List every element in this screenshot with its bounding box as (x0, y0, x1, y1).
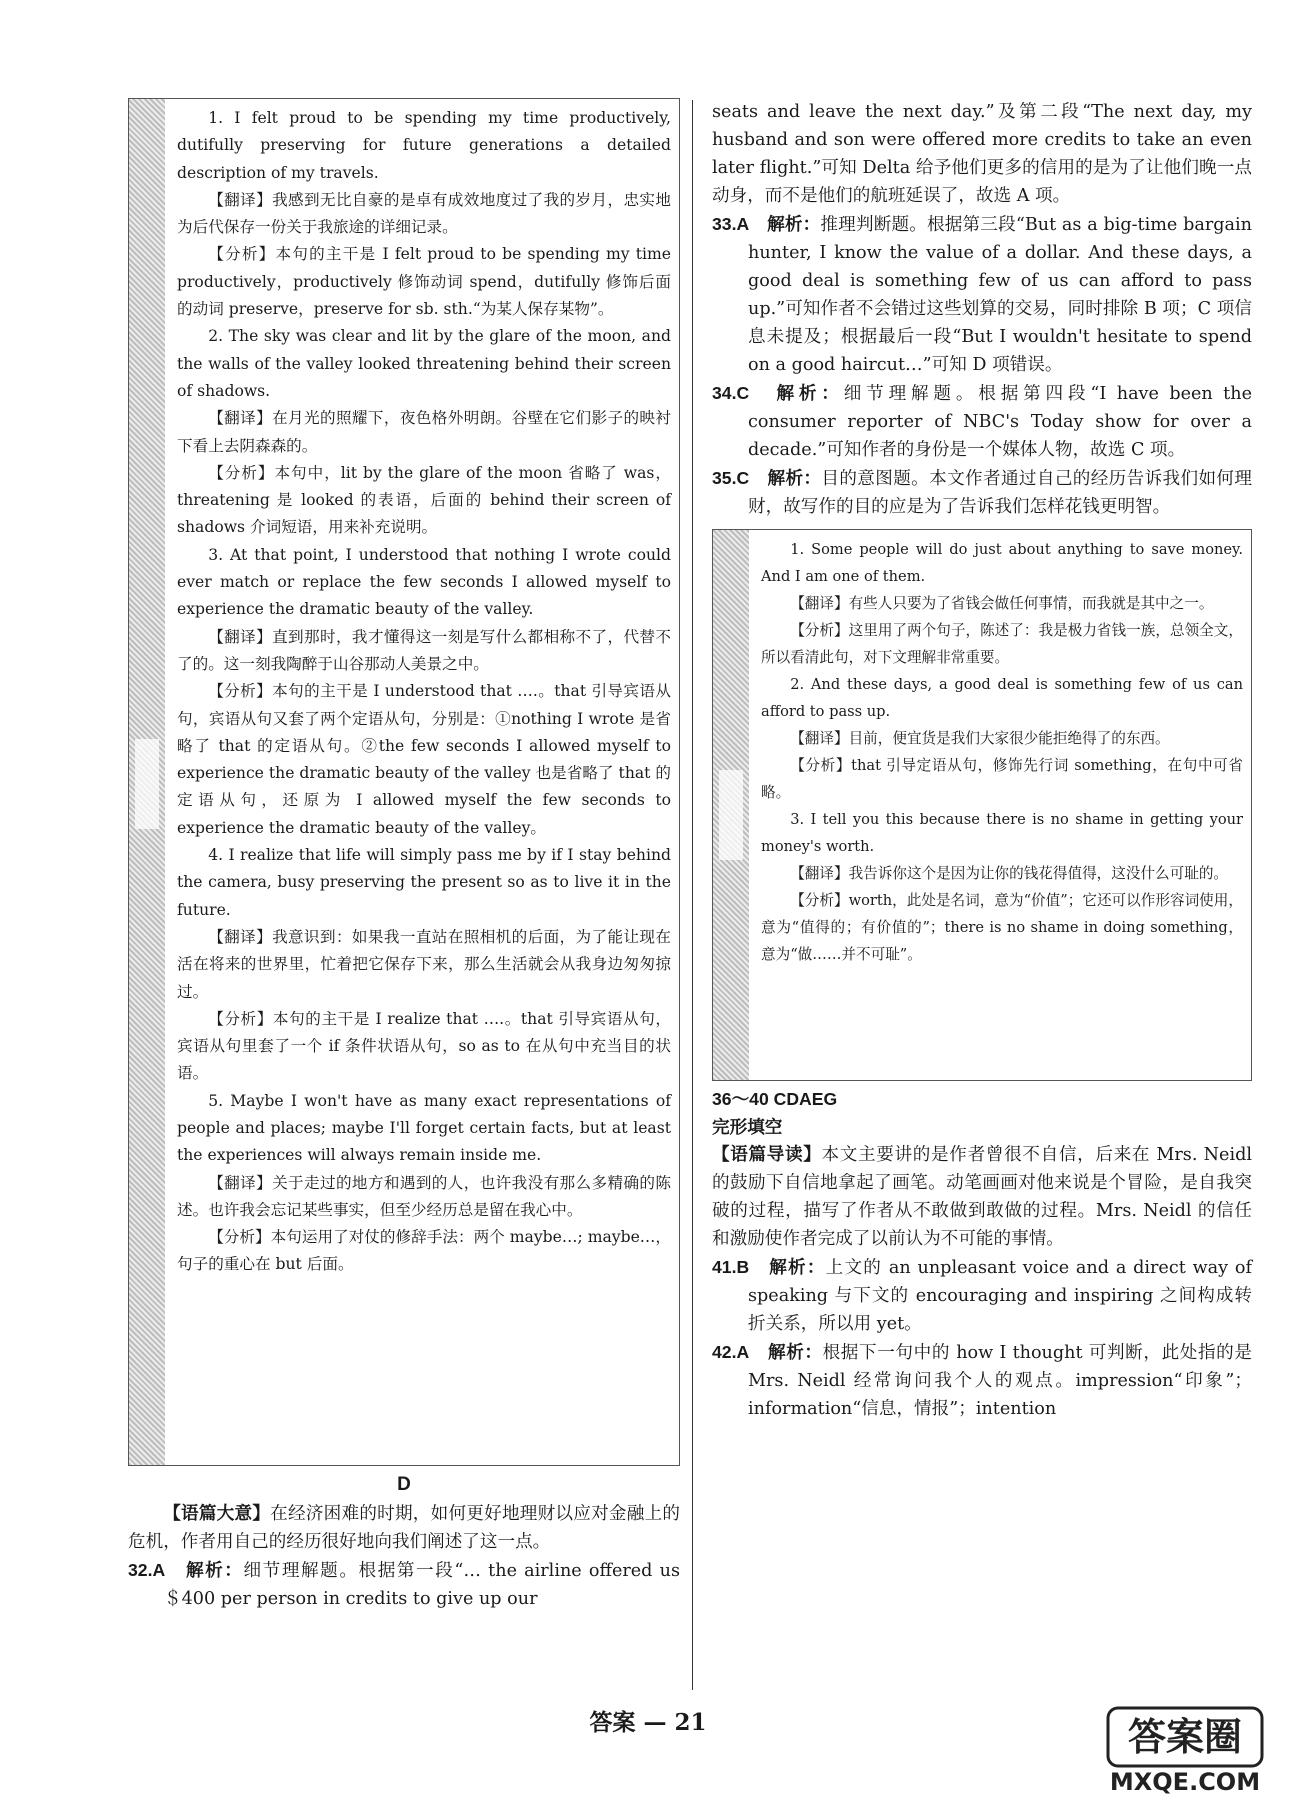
analysis-paragraph: 【翻译】有些人只要为了省钱会做任何事情，而我就是其中之一。 (790, 595, 1214, 612)
analysis-paragraph: 【翻译】我意识到：如果我一直站在照相机的后面，为了能让现在活在将来的世界里，忙着把它保存下来，那么生活就会从我身边匆匆掠过。 (177, 927, 671, 1001)
analysis-list (173, 99, 679, 1287)
sentence-analysis-box-right (712, 529, 1252, 1081)
q32-tag: 解析： (185, 1560, 244, 1581)
answers-36-40: 36～40 CDAEG (712, 1089, 838, 1109)
summary-text: 在经济困难的时期，如何更好地理财以应对金融上的危机，作者用自己的经历很好地向我们阐述了这一点。 (128, 1504, 680, 1552)
analysis-paragraph: 3. At that point, I understood that nothing I wrote could ever match or replace the few seconds I allowed myself to experience the dramatic beauty of the valley. (177, 545, 671, 619)
guide-text: 本文主要讲的是作者曾很不自信，后来在 Mrs. Neidl 的鼓励下自信地拿起了画笔。动笔画画对他来说是个冒险，是自我突破的过程，描写了作者从不敢做到敢做的过程。Mrs. Neidl 的信任和激励使作者完成了以前认为不可能的事情。 (712, 1145, 1252, 1249)
analysis-paragraph: 【分析】这里用了两个句子，陈述了：我是极力省钱一族，总领全文，所以看清此句，对下文理解非常重要。 (761, 622, 1243, 666)
box-side-stripe (713, 530, 749, 1080)
right-column (712, 98, 1252, 1423)
q42-number: 42. (712, 1342, 737, 1362)
question-32 (128, 1556, 680, 1613)
analysis-paragraph: 【翻译】在月光的照耀下，夜色格外明朗。谷壁在它们影子的映衬下看上去阴森森的。 (177, 409, 671, 455)
analysis-paragraph: 【分析】本句运用了对仗的修辞手法：两个 maybe…; maybe…，句子的重心在 but 后面。 (177, 1228, 671, 1274)
page-footer: 答案 — 21 (589, 1709, 707, 1736)
section-d-summary (128, 1500, 680, 1556)
q34-number: 34. (712, 383, 737, 403)
analysis-paragraph: 【翻译】目前，便宜货是我们大家很少能拒绝得了的东西。 (790, 730, 1170, 747)
q35-number: 35. (712, 468, 737, 488)
analysis-paragraph: 【分析】本句的主干是 I realize that ….。that 引导宾语从句，宾语从句里套了一个 if 条件状语从句，so as to 在从句中充当目的状语。 (177, 1009, 671, 1083)
q33-text: 推理判断题。根据第三段“But as a big-time bargain hunter, I know the value of a dollar. And these days, a good deal is something few of us can afford to pass up.”可知作者不会错过这些划算的交易，同时排除 B 项；C 项信息未提及；根据最后一段“But I wouldn't hesitate to spend on a good haircut…”可知 D 项错误。 (748, 215, 1252, 375)
q41-number: 41. (712, 1257, 737, 1277)
analysis-paragraph: 1. I felt proud to be spending my time productively, dutifully preserving for future generations a detailed description of my travels. (177, 109, 671, 182)
q34-text: 细节理解题。根据第四段“I have been the consumer reporter of NBC's Today show for over a decade.”可知作者的身份是一个媒体人物，故选 C 项。 (748, 384, 1252, 460)
cloze-title: 完形填空 (712, 1117, 783, 1137)
cloze-guide (712, 1141, 1252, 1253)
q32-continued: seats and leave the next day.”及第二段“The next day, my husband and son were offered more credits to take an even later flight.”可知 Delta 给予他们更多的信用的是为了让他们晚一点动身，而不是他们的航班延误了，故选 A 项。 (712, 102, 1252, 206)
q41-tag: 解析： (769, 1257, 826, 1278)
watermark-line1: 答案圈 (1127, 1715, 1243, 1759)
stripe-label-mark (719, 770, 743, 860)
sentence-analysis-box-left (128, 98, 680, 1466)
q33-number: 33. (712, 214, 737, 234)
q42-tag: 解析： (768, 1342, 823, 1363)
question-42 (712, 1338, 1252, 1423)
analysis-paragraph: 2. The sky was clear and lit by the glare of the moon, and the walls of the valley looked threatening behind their screen of shadows. (177, 327, 671, 400)
analysis-paragraph: 3. I tell you this because there is no shame in getting your money's worth. (761, 811, 1243, 855)
q34-answer: C (736, 383, 750, 403)
analysis-paragraph: 【分析】本句中，lit by the glare of the moon 省略了 was，threatening 是 looked 的表语，后面的 behind their screen of shadows 介词短语，用来补充说明。 (177, 463, 671, 537)
analysis-paragraph: 【翻译】我感到无比自豪的是卓有成效地度过了我的岁月，忠实地为后代保存一份关于我旅途的详细记录。 (177, 190, 671, 237)
left-column (128, 98, 680, 1613)
q32-number: 32. (128, 1560, 153, 1580)
analysis-paragraph: 【分析】本句的主干是 I felt proud to be spending my time productively，productively 修饰动词 spend，dutifully 修饰后面的动词 preserve，preserve for sb. sth.“为某人保存某物”。 (177, 245, 671, 319)
box-side-stripe (129, 99, 165, 1465)
analysis-paragraph: 5. Maybe I won't have as many exact representations of people and places; maybe I'll forget certain facts, but at least the experiences will always remain inside me. (177, 1091, 671, 1165)
q42-text: 根据下一句中的 how I thought 可判断，此处指的是 Mrs. Neidl 经常询问我个人的观点。impression“印象”；information“信息，情报”；intention (748, 1343, 1252, 1419)
analysis-paragraph: 【翻译】关于走过的地方和遇到的人，也许我没有那么多精确的陈述。也许我会忘记某些事实，但至少经历总是留在我心中。 (177, 1173, 671, 1219)
guide-tag: 【语篇导读】 (712, 1144, 822, 1165)
q34-tag: 解析： (776, 383, 844, 404)
watermark-line2: MXQE.COM (1109, 1768, 1261, 1796)
q42-answer: A (736, 1342, 750, 1362)
question-41 (712, 1253, 1252, 1338)
section-d (128, 1474, 680, 1613)
watermark-logo (1106, 1704, 1264, 1796)
q35-tag: 解析： (767, 468, 822, 489)
analysis-paragraph: 【分析】that 引导定语从句，修饰先行词 something，在句中可省略。 (761, 757, 1243, 801)
q35-answer: C (736, 468, 750, 488)
q41-text: 上文的 an unpleasant voice and a direct way of speaking 与下文的 encouraging and inspiring 之间构成转折关系，所以用 yet。 (748, 1258, 1252, 1334)
question-33 (712, 210, 1252, 379)
analysis-paragraph: 【翻译】我告诉你这个是因为让你的钱花得值得，这没什么可耻的。 (790, 865, 1229, 882)
analysis-paragraph: 【分析】worth，此处是名词，意为“价值”；它还可以作形容词使用，意为“值得的；有价值的”；there is no shame in doing something，意为“做……并不可耻”。 (761, 892, 1243, 963)
analysis-paragraph: 【翻译】直到那时，我才懂得这一刻是写什么都相称不了，代替不了的。这一刻我陶醉于山谷那动人美景之中。 (177, 627, 671, 673)
stripe-label-mark (135, 739, 159, 829)
column-divider (692, 100, 693, 1690)
q33-answer: A (736, 214, 750, 234)
q41-answer: B (736, 1257, 750, 1277)
q32-text: 细节理解题。根据第一段“… the airline offered us ＄400 per person in credits to give up our (164, 1561, 680, 1609)
analysis-list (757, 530, 1251, 976)
analysis-paragraph: 1. Some people will do just about anything to save money. And I am one of them. (761, 541, 1243, 585)
analysis-paragraph: 2. And these days, a good deal is something few of us can afford to pass up. (761, 676, 1243, 720)
q35-text: 目的意图题。本文作者通过自己的经历告诉我们如何理财，故写作的目的应是为了告诉我们怎样花钱更明智。 (748, 469, 1252, 517)
q32-answer: A (152, 1560, 166, 1580)
section-d-label: D (397, 1474, 411, 1495)
question-35 (712, 464, 1252, 521)
summary-tag: 【语篇大意】 (163, 1503, 271, 1524)
q33-tag: 解析： (767, 214, 821, 235)
question-34 (712, 379, 1252, 464)
analysis-paragraph: 4. I realize that life will simply pass me by if I stay behind the camera, busy preserving the present so as to live it in the future. (177, 846, 671, 919)
analysis-paragraph: 【分析】本句的主干是 I understood that ….。that 引导宾语从句，宾语从句又套了两个定语从句，分别是：①nothing I wrote 是省略了 that 的定语从句。②the few seconds I allowed myself to experience the dramatic beauty of the valley 也是省略了 that 的定语从句，还原为 I allowed myself the few seconds to experience the dramatic beauty of the valley。 (177, 682, 671, 837)
